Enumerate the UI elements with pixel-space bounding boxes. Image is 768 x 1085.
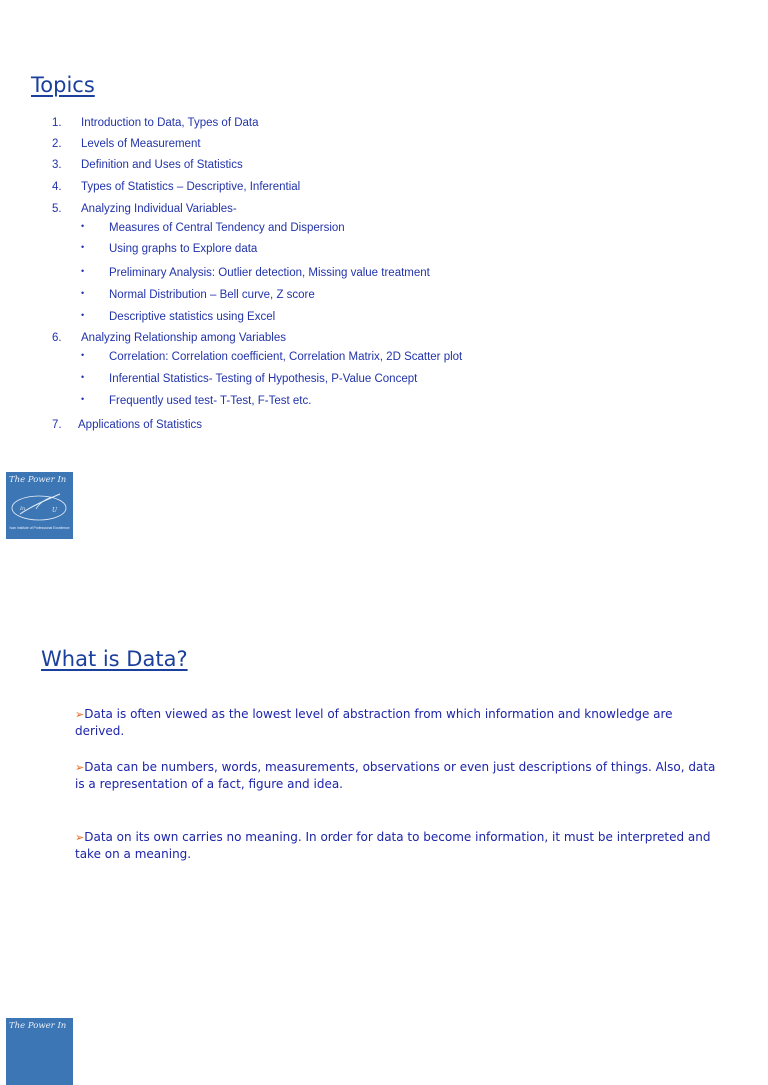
paragraph — [75, 759, 725, 793]
logo-title: The Power In — [9, 1021, 67, 1031]
subtopic-text: Normal Distribution – Bell curve, Z score — [109, 289, 315, 301]
subtopic-text: Frequently used test- T-Test, F-Test etc. — [109, 395, 312, 407]
bullet-icon: • — [81, 310, 85, 320]
topic-text: Analyzing Individual Variables- — [81, 203, 237, 215]
logo-title: The Power In — [9, 475, 67, 485]
subtopic-text: Measures of Central Tendency and Dispersion — [109, 222, 345, 234]
page-title: Topics — [31, 73, 95, 97]
topic-text: Levels of Measurement — [81, 138, 201, 150]
subtopic-text: Using graphs to Explore data — [109, 243, 258, 255]
topic-text: Analyzing Relationship among Variables — [81, 332, 286, 344]
paragraph — [75, 829, 725, 863]
slide-what-is-data — [0, 600, 768, 1031]
paragraph-text: Data is often viewed as the lowest level of abstraction from which information and knowledge are derived. — [75, 707, 673, 738]
institute-logo-partial — [6, 1018, 73, 1085]
bullet-icon: • — [81, 242, 85, 252]
svg-text:In: In — [20, 506, 26, 512]
bullet-icon: • — [81, 221, 85, 231]
topic-number: 1. — [52, 117, 62, 129]
paragraph-text: Data on its own carries no meaning. In order for data to become information, it must be interpreted and take on a meaning. — [75, 830, 711, 861]
paragraph — [75, 706, 725, 740]
bullet-icon: • — [81, 394, 85, 404]
subtopic-text: Preliminary Analysis: Outlier detection, Missing value treatment — [109, 267, 430, 279]
arrow-bullet-icon: ➢ — [75, 708, 85, 721]
page-title: What is Data? — [41, 647, 188, 671]
topic-number: 3. — [52, 159, 62, 171]
topic-text: Types of Statistics – Descriptive, Inferential — [81, 181, 301, 193]
institute-logo — [6, 472, 73, 539]
bullet-icon: • — [81, 266, 85, 276]
bullet-icon: • — [81, 372, 85, 382]
subtopic-text: Correlation: Correlation coefficient, Correlation Matrix, 2D Scatter plot — [109, 351, 463, 363]
topic-number: 7. — [52, 419, 62, 431]
logo-footer: Ivan Institute of Professional Excellence — [9, 526, 70, 530]
arrow-bullet-icon: ➢ — [75, 831, 85, 844]
topic-text: Definition and Uses of Statistics — [81, 159, 243, 171]
subtopic-text: Inferential Statistics- Testing of Hypothesis, P-Value Concept — [109, 373, 418, 385]
bullet-icon: • — [81, 350, 85, 360]
paragraph-text: Data can be numbers, words, measurements, observations or even just descriptions of things. Also, data is a representation of a fact, figure and idea. — [75, 760, 716, 791]
topic-number: 2. — [52, 138, 62, 150]
bullet-icon: • — [81, 288, 85, 298]
svg-text:U: U — [52, 507, 58, 514]
subtopic-text: Descriptive statistics using Excel — [109, 311, 276, 323]
topic-text: Introduction to Data, Types of Data — [81, 117, 259, 129]
topic-number: 6. — [52, 332, 62, 344]
topic-number: 4. — [52, 181, 62, 193]
topic-text: Applications of Statistics — [78, 419, 203, 431]
topic-number: 5. — [52, 203, 62, 215]
arrow-bullet-icon: ➢ — [75, 761, 85, 774]
